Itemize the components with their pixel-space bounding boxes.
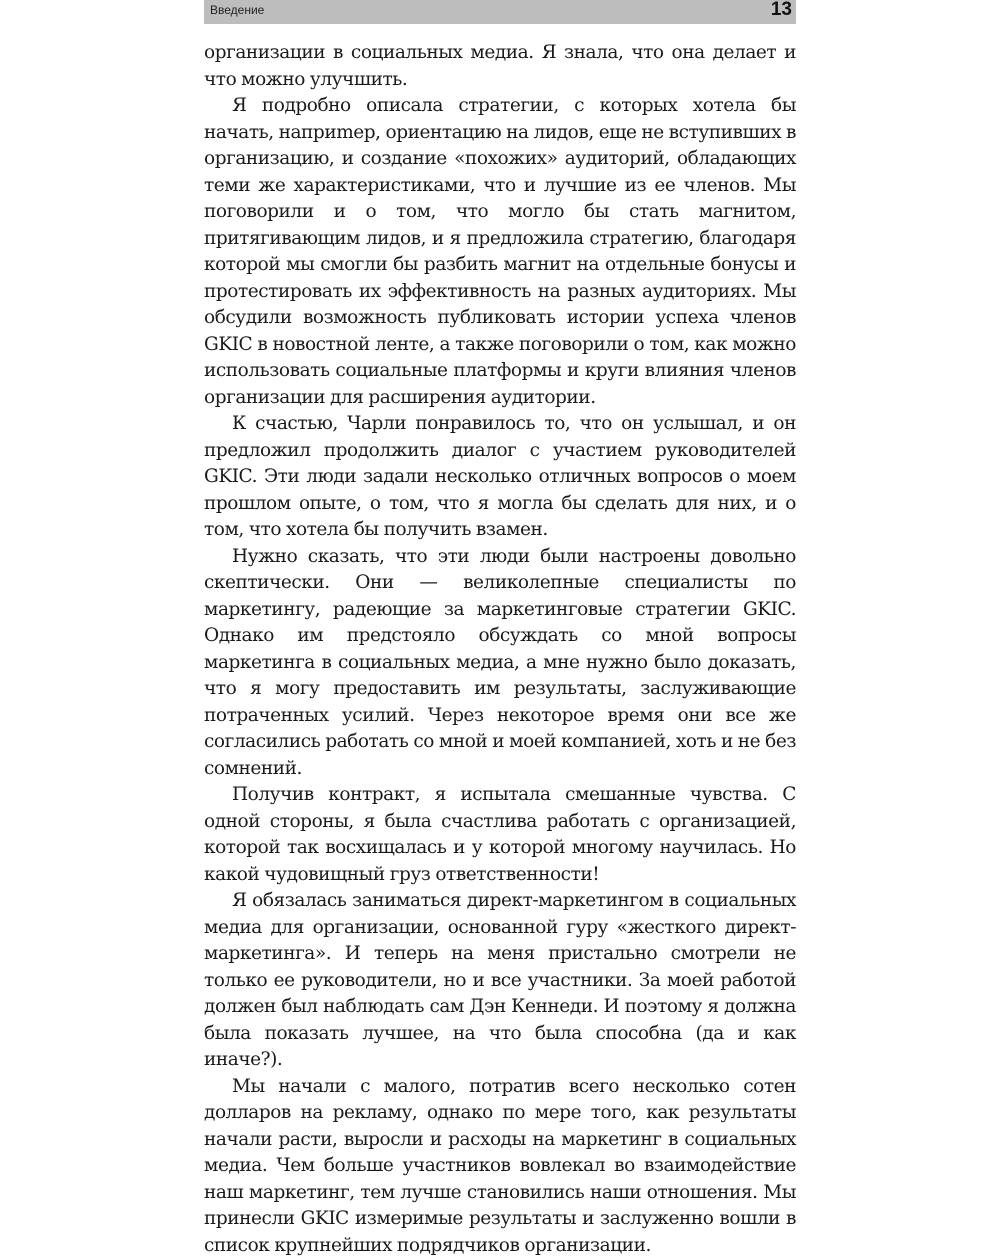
- paragraph-continued: организации в социальных медиа. Я знала, что она делает и что можно улучшить.: [204, 40, 796, 93]
- body-text: [204, 40, 796, 1259]
- paragraph: К счастью, Чарли понравилось то, что он услышал, и он предложил продолжить диалог с участием руководителей GKIC. Эти люди задали несколько отличных вопросов о моем прошлом опыте, о том, что я могла бы сделать для них, и о том, что хотела бы получить взамен.: [204, 411, 796, 544]
- page-number: 13: [771, 0, 792, 21]
- running-header: [204, 0, 796, 24]
- paragraph: Мы начали с малого, потратив всего несколько сотен долларов на рекламу, однако по мере того, как результаты начали расти, выросли и расходы на маркетинг в социальных медиа. Чем больше участников вовлекал во взаимодействие наш маркетинг, тем лучше становились наши отношения. Мы принесли GKIC измеримые результаты и заслуженно вошли в список крупнейших подрядчиков организации.: [204, 1074, 796, 1259]
- running-title: Введение: [210, 2, 264, 18]
- paragraph: Я подробно описала стратегии, с которых хотела бы начать, наприmер, ориентацию на лидов, еще не вступивших в организацию, и создание «похожих» аудиторий, обладающих теми же характеристиками, что и лучшие из ее членов. Мы поговорили и о том, что могло бы стать магнитом, притягивающим лидов, и я предложила стратегию, благодаря которой мы смогли бы разбить магнит на отдельные бонусы и протестировать их эффективность на разных аудиториях. Мы обсудили возможность публиковать истории успеха членов GKIC в новостной ленте, а также поговорили о том, как можно использовать социальные платформы и круги влияния членов организации для расширения аудитории.: [204, 93, 796, 411]
- paragraph: Я обязалась заниматься директ-маркетингом в социальных медиа для организации, основанной гуру «жесткого директ-маркетинга». И теперь на меня пристально смотрели не только ее руководители, но и все участники. За моей работой должен был наблюдать сам Дэн Кеннеди. И поэтому я должна была показать лучшее, на что была способна (да и как иначе?).: [204, 888, 796, 1074]
- paragraph: Нужно сказать, что эти люди были настроены довольно скептически. Они — великолепные специалисты по маркетингу, радеющие за маркетинговые стратегии GKIC. Однако им предстояло обсуждать со мной вопросы маркетинга в социальных медиа, а мне нужно было доказать, что я могу предоставить им результаты, заслуживающие потраченных усилий. Через некоторое время они все же согласились работать со мной и моей компанией, хоть и не без сомнений.: [204, 544, 796, 783]
- paragraph: Получив контракт, я испытала смешанные чувства. С одной стороны, я была счастлива работать с организацией, которой так восхищалась и у которой многому научилась. Но какой чудовищный груз ответственности!: [204, 782, 796, 888]
